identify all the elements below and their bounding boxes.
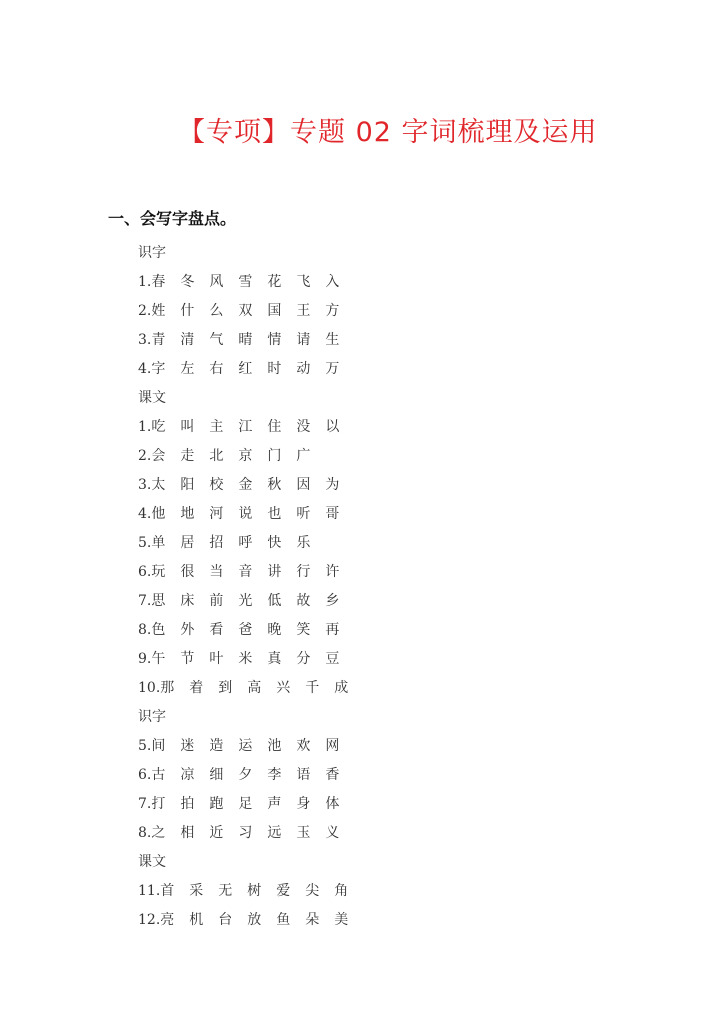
character: 足 (238, 796, 253, 812)
row-number: 12. (138, 912, 161, 928)
character: 爱 (276, 883, 291, 899)
character: 台 (218, 912, 233, 928)
character: 广 (296, 448, 311, 464)
character: 太 (151, 477, 166, 493)
character: 右 (209, 361, 224, 377)
character: 花 (267, 274, 282, 290)
character: 节 (180, 651, 195, 667)
character-row (138, 790, 363, 819)
character-row (138, 529, 363, 558)
character-list (138, 239, 363, 935)
character: 校 (209, 477, 224, 493)
character: 晴 (238, 332, 253, 348)
character: 为 (325, 477, 340, 493)
character: 义 (325, 825, 340, 841)
character: 拍 (180, 796, 195, 812)
character: 招 (209, 535, 224, 551)
character: 美 (334, 912, 349, 928)
character-row (138, 442, 363, 471)
character: 叶 (209, 651, 224, 667)
character: 地 (180, 506, 195, 522)
character: 到 (218, 680, 233, 696)
row-number: 8. (138, 622, 152, 638)
character-row (138, 558, 363, 587)
character: 乐 (296, 535, 311, 551)
character: 他 (151, 506, 166, 522)
character: 网 (325, 738, 340, 754)
character: 阳 (180, 477, 195, 493)
section-heading: 一、会写字盘点。 (108, 209, 237, 228)
character: 朵 (305, 912, 320, 928)
character-row (138, 761, 363, 790)
character: 字 (151, 361, 166, 377)
character: 也 (267, 506, 282, 522)
character: 很 (180, 564, 195, 580)
character-row (138, 500, 363, 529)
character: 红 (238, 361, 253, 377)
character: 古 (151, 767, 166, 783)
character: 春 (151, 274, 166, 290)
character: 造 (209, 738, 224, 754)
character: 当 (209, 564, 224, 580)
character: 树 (247, 883, 262, 899)
character: 万 (325, 361, 340, 377)
character: 动 (296, 361, 311, 377)
character: 居 (180, 535, 195, 551)
character: 兴 (276, 680, 291, 696)
character: 机 (189, 912, 204, 928)
character: 冬 (180, 274, 195, 290)
character: 方 (325, 303, 340, 319)
character-row (138, 732, 363, 761)
character: 什 (180, 303, 195, 319)
character: 笑 (296, 622, 311, 638)
character: 之 (151, 825, 166, 841)
character: 晚 (267, 622, 282, 638)
character: 运 (238, 738, 253, 754)
character: 没 (296, 419, 311, 435)
character: 米 (238, 651, 253, 667)
character: 习 (238, 825, 253, 841)
character: 行 (296, 564, 311, 580)
character: 欢 (296, 738, 311, 754)
character: 么 (209, 303, 224, 319)
character: 清 (180, 332, 195, 348)
character: 双 (238, 303, 253, 319)
character: 青 (151, 332, 166, 348)
character: 再 (325, 622, 340, 638)
character: 成 (334, 680, 349, 696)
character: 李 (267, 767, 282, 783)
character-row (138, 297, 363, 326)
character: 因 (296, 477, 311, 493)
character: 叫 (180, 419, 195, 435)
character-row (138, 674, 363, 703)
character-row (138, 877, 363, 906)
row-number: 7. (138, 593, 152, 609)
character: 乡 (325, 593, 340, 609)
character: 身 (296, 796, 311, 812)
character: 无 (218, 883, 233, 899)
character: 气 (209, 332, 224, 348)
character: 吃 (151, 419, 166, 435)
character: 角 (334, 883, 349, 899)
character: 哥 (325, 506, 340, 522)
character: 说 (238, 506, 253, 522)
character: 以 (325, 419, 340, 435)
character: 河 (209, 506, 224, 522)
character: 池 (267, 738, 282, 754)
character: 风 (209, 274, 224, 290)
character: 住 (267, 419, 282, 435)
character: 音 (238, 564, 253, 580)
row-number: 11. (138, 883, 161, 899)
character: 声 (267, 796, 282, 812)
character: 豆 (325, 651, 340, 667)
character: 相 (180, 825, 195, 841)
character: 呼 (238, 535, 253, 551)
character-row (138, 326, 363, 355)
group-label: 课文 (138, 854, 166, 870)
character: 思 (151, 593, 166, 609)
character-row (138, 268, 363, 297)
character: 玩 (151, 564, 166, 580)
character: 国 (267, 303, 282, 319)
group-label: 识字 (138, 709, 166, 725)
character-row (138, 355, 363, 384)
character: 尖 (305, 883, 320, 899)
character: 细 (209, 767, 224, 783)
character: 那 (160, 680, 175, 696)
character: 请 (296, 332, 311, 348)
character: 凉 (180, 767, 195, 783)
character: 北 (209, 448, 224, 464)
character: 高 (247, 680, 262, 696)
row-number: 3. (138, 477, 152, 493)
character: 着 (189, 680, 204, 696)
character: 看 (209, 622, 224, 638)
character: 秋 (267, 477, 282, 493)
character: 近 (209, 825, 224, 841)
character: 生 (325, 332, 340, 348)
character-row (138, 471, 363, 500)
character: 色 (151, 622, 166, 638)
row-number: 8. (138, 825, 152, 841)
character: 听 (296, 506, 311, 522)
row-number: 6. (138, 564, 152, 580)
character-row (138, 616, 363, 645)
character: 前 (209, 593, 224, 609)
character: 放 (247, 912, 262, 928)
character: 情 (267, 332, 282, 348)
character: 采 (189, 883, 204, 899)
character: 迷 (180, 738, 195, 754)
character-row (138, 819, 363, 848)
character: 外 (180, 622, 195, 638)
row-number: 5. (138, 738, 152, 754)
row-number: 5. (138, 535, 152, 551)
character: 飞 (296, 274, 311, 290)
row-number: 3. (138, 332, 152, 348)
character: 京 (238, 448, 253, 464)
document-title: 【专项】专题 02 字词梳理及运用 (178, 117, 598, 148)
character: 打 (151, 796, 166, 812)
row-number: 2. (138, 448, 152, 464)
character: 真 (267, 651, 282, 667)
character: 快 (267, 535, 282, 551)
character: 间 (151, 738, 166, 754)
character: 门 (267, 448, 282, 464)
character: 鱼 (276, 912, 291, 928)
character: 王 (296, 303, 311, 319)
group-label: 识字 (138, 245, 166, 261)
character: 爸 (238, 622, 253, 638)
character: 江 (238, 419, 253, 435)
character: 光 (238, 593, 253, 609)
character: 时 (267, 361, 282, 377)
character: 会 (151, 448, 166, 464)
character: 故 (296, 593, 311, 609)
character: 姓 (151, 303, 166, 319)
row-number: 1. (138, 274, 152, 290)
character-row (138, 413, 363, 442)
character: 亮 (160, 912, 175, 928)
character: 床 (180, 593, 195, 609)
character: 体 (325, 796, 340, 812)
character-row (138, 587, 363, 616)
character-row (138, 645, 363, 674)
row-number: 4. (138, 506, 152, 522)
row-number: 6. (138, 767, 152, 783)
character: 远 (267, 825, 282, 841)
character: 跑 (209, 796, 224, 812)
character: 许 (325, 564, 340, 580)
character: 午 (151, 651, 166, 667)
character: 首 (160, 883, 175, 899)
character: 左 (180, 361, 195, 377)
character: 入 (325, 274, 340, 290)
character: 单 (151, 535, 166, 551)
character: 低 (267, 593, 282, 609)
character: 金 (238, 477, 253, 493)
character: 分 (296, 651, 311, 667)
row-number: 10. (138, 680, 161, 696)
character: 讲 (267, 564, 282, 580)
row-number: 2. (138, 303, 152, 319)
character: 夕 (238, 767, 253, 783)
row-number: 9. (138, 651, 152, 667)
character-row (138, 906, 363, 935)
row-number: 1. (138, 419, 152, 435)
character: 千 (305, 680, 320, 696)
character: 主 (209, 419, 224, 435)
character: 雪 (238, 274, 253, 290)
row-number: 7. (138, 796, 152, 812)
character: 走 (180, 448, 195, 464)
group-label: 课文 (138, 390, 166, 406)
row-number: 4. (138, 361, 152, 377)
character: 语 (296, 767, 311, 783)
character: 香 (325, 767, 340, 783)
character: 玉 (296, 825, 311, 841)
